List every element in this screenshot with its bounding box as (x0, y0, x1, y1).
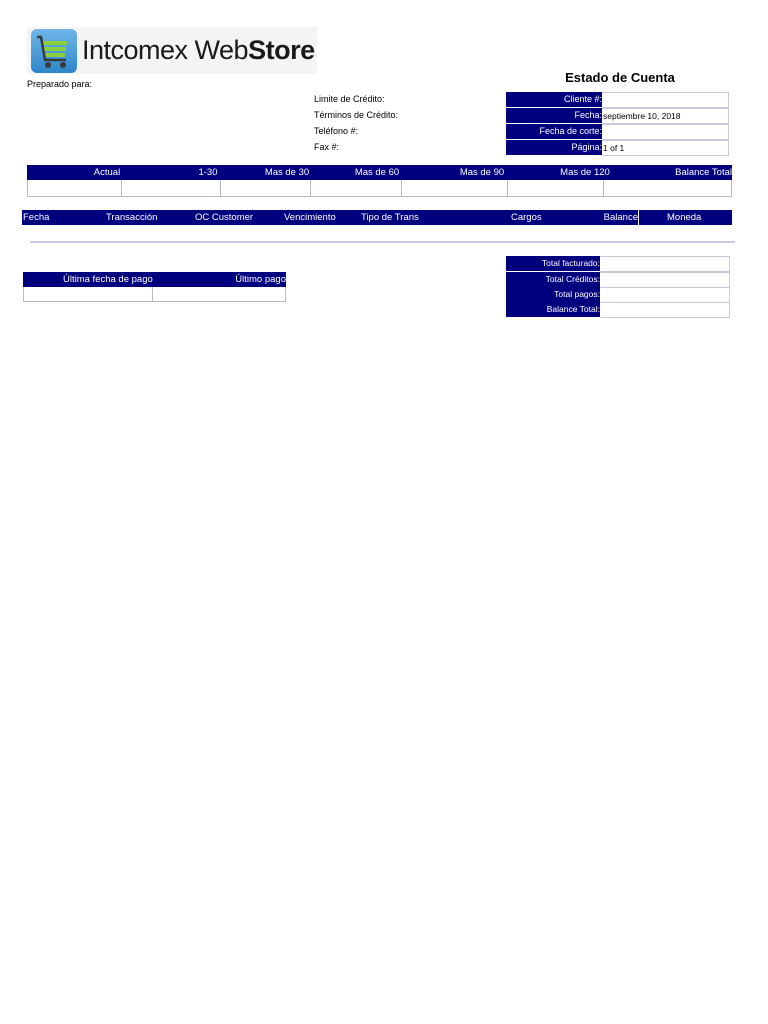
last-payment-cell (152, 287, 286, 301)
prepared-for-label: Preparado para: (27, 79, 93, 89)
separator-line (30, 241, 735, 243)
total-payments-value (600, 287, 730, 303)
aging-cell-60 (310, 180, 402, 196)
total-credits-label: Total Créditos: (506, 272, 600, 287)
total-payments-label: Total pagos: (506, 287, 600, 302)
aging-header-actual: Actual (93, 167, 121, 178)
aging-cell-actual (28, 180, 121, 196)
client-number-label: Cliente #: (506, 92, 602, 107)
aging-cell-30 (220, 180, 311, 196)
last-payment-date-cell (24, 287, 152, 301)
totals-row (506, 272, 730, 287)
tx-header-due-date: Vencimiento (284, 212, 336, 223)
totals-row (506, 256, 730, 271)
total-credits-value (600, 272, 730, 288)
payments-table-header (23, 272, 286, 287)
aging-cell-120 (507, 180, 604, 196)
balance-total-value (600, 302, 730, 318)
aging-cell-90 (401, 180, 507, 196)
aging-header-1-30: 1-30 (198, 167, 218, 178)
credit-limit-label: Limite de Crédito: (314, 94, 385, 104)
balance-total-label: Balance Total: (506, 302, 600, 317)
cutoff-date-label: Fecha de corte: (506, 124, 602, 139)
cutoff-date-value (602, 124, 729, 140)
shopping-cart-icon (31, 29, 77, 73)
aging-cell-balance-total (603, 180, 732, 196)
credit-terms-label: Términos de Crédito: (314, 110, 399, 120)
transactions-table-header (22, 210, 732, 225)
company-logo (27, 27, 317, 74)
total-billed-value (600, 256, 730, 272)
aging-table-header (27, 165, 732, 180)
client-info-row (506, 124, 729, 139)
aging-table-row (27, 180, 732, 197)
aging-header-60: Mas de 60 (354, 167, 400, 178)
totals-row (506, 302, 730, 317)
aging-header-90: Mas de 90 (459, 167, 505, 178)
client-info-row (506, 92, 729, 107)
page-title: Estado de Cuenta (565, 70, 675, 85)
aging-header-balance-total: Balance Total (675, 167, 732, 178)
total-billed-label: Total facturado: (506, 256, 600, 271)
phone-label: Teléfono #: (314, 126, 359, 136)
client-info-row (506, 108, 729, 123)
logo-text-bold: Store (248, 35, 315, 65)
last-payment-date-header: Última fecha de pago (63, 274, 153, 285)
tx-header-currency: Moneda (667, 212, 702, 223)
tx-header-balance: Balance (603, 212, 638, 223)
aging-header-30: Mas de 30 (264, 167, 310, 178)
client-info-row (506, 140, 729, 155)
tx-header-transaction: Transacción (106, 212, 158, 223)
client-info-box (506, 92, 729, 155)
tx-header-trans-type: Tipo de Trans (361, 212, 419, 223)
totals-row (506, 287, 730, 302)
page-label: Página: (506, 140, 602, 155)
client-number-value (602, 92, 729, 108)
logo-text-regular: Intcomex Web (82, 35, 249, 65)
tx-header-date: Fecha (23, 212, 50, 223)
logo-wordmark (82, 33, 315, 67)
tx-header-charges: Cargos (511, 212, 542, 223)
payments-table-row (23, 287, 286, 302)
tx-header-oc-customer: OC Customer (195, 212, 254, 223)
date-label: Fecha: (506, 108, 602, 123)
totals-box (506, 256, 730, 318)
aging-cell-1-30 (121, 180, 220, 196)
aging-header-120: Mas de 120 (560, 167, 610, 178)
date-value: septiembre 10, 2018 (602, 108, 729, 124)
last-payment-header: Último pago (235, 274, 286, 285)
page-value: 1 of 1 (602, 140, 729, 156)
fax-label: Fax #: (314, 142, 340, 152)
